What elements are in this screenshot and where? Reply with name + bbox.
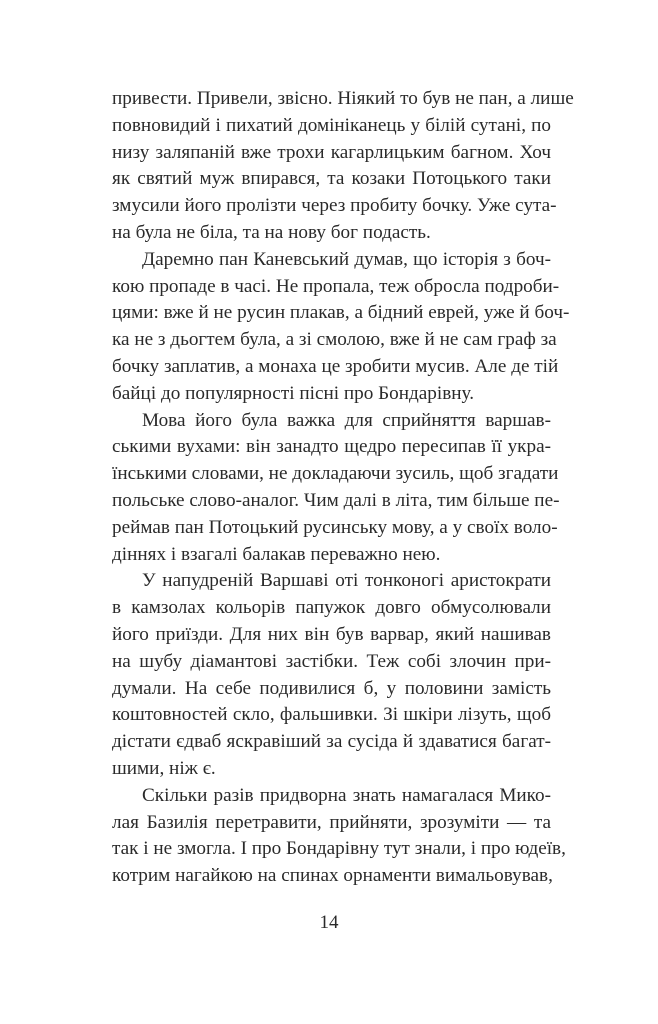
text-line: ськими вухами: він занадто щедро пересипав її укра- bbox=[112, 436, 551, 458]
text-line: шими, ніж є. bbox=[112, 757, 216, 779]
text-line: У напудреній Варшаві оті тонконогі аристократи bbox=[142, 570, 551, 592]
text-line: бочку заплатив, а монаха це зробити мусив. Але де тій bbox=[112, 355, 559, 377]
paragraph bbox=[112, 86, 574, 247]
text-line: змусили його пролізти через пробиту бочку. Уже сута- bbox=[112, 195, 557, 217]
text-line: коштовностей скло, фальшивки. Зі шкіри лізуть, щоб bbox=[112, 704, 551, 726]
text-line: Даремно пан Каневський думав, що історія з боч- bbox=[142, 248, 551, 270]
text-line: кою пропаде в часі. Не пропала, теж обросла подроби- bbox=[112, 275, 560, 297]
text-line: повновидий і пихатий домініканець у білій сутані, по bbox=[112, 114, 551, 136]
text-line: в камзолах кольорів папужок довго обмусолювали bbox=[112, 597, 551, 619]
text-line: польське слово-аналог. Чим далі в літа, тим більше пе- bbox=[112, 489, 560, 511]
text-line: низу заляпаній вже трохи кагарлицьким багном. Хоч bbox=[112, 141, 551, 163]
page-number: 14 bbox=[319, 912, 339, 933]
text-line: привести. Привели, звісно. Ніякий то був не пан, а лише bbox=[112, 88, 574, 109]
text-line: їнськими словами, не докладаючи зусиль, щоб згадати bbox=[112, 463, 559, 485]
text-line: на шубу діамантові застібки. Теж собі злочин при- bbox=[112, 650, 551, 672]
text-line: як святий муж впирався, та козаки Потоцького таки bbox=[112, 168, 551, 190]
text-line: байці до популярності пісні про Бондарівну. bbox=[112, 382, 474, 404]
text-line: котрим нагайкою на спинах орнаменти вимальовував, bbox=[112, 865, 553, 887]
paragraph bbox=[112, 247, 570, 408]
paragraph bbox=[112, 408, 560, 569]
text-line: Скільки разів придворна знать намагалася Мико- bbox=[142, 784, 551, 806]
paragraph bbox=[112, 783, 566, 890]
text-line: діннях і взагалі балакав переважно нею. bbox=[112, 543, 441, 565]
text-line: цями: вже й не русин плакав, а бідний еврей, уже й боч- bbox=[112, 302, 570, 324]
text-line: Мова його була важка для сприйняття варшав- bbox=[142, 409, 551, 431]
text-line: так і не змогла. І про Бондарівну тут знали, і про юдеїв, bbox=[112, 838, 566, 860]
book-text bbox=[112, 86, 574, 890]
text-line: реймав пан Потоцький русинську мову, а у своїх воло- bbox=[112, 516, 558, 538]
text-line: його приїзди. Для них він був варвар, який нашивав bbox=[112, 623, 551, 645]
text-line: дістати єдваб яскравіший за сусіда й здаватися багат- bbox=[112, 731, 551, 753]
text-line: на була не біла, та на нову бог подасть. bbox=[112, 221, 431, 243]
text-line: лая Базилія перетравити, прийняти, зрозуміти — та bbox=[112, 811, 551, 833]
paragraph bbox=[112, 568, 551, 782]
text-line: думали. На себе подивилися б, у половини замість bbox=[112, 677, 551, 699]
text-line: ка не з дьогтем була, а зі смолою, вже й не сам граф за bbox=[112, 329, 557, 351]
